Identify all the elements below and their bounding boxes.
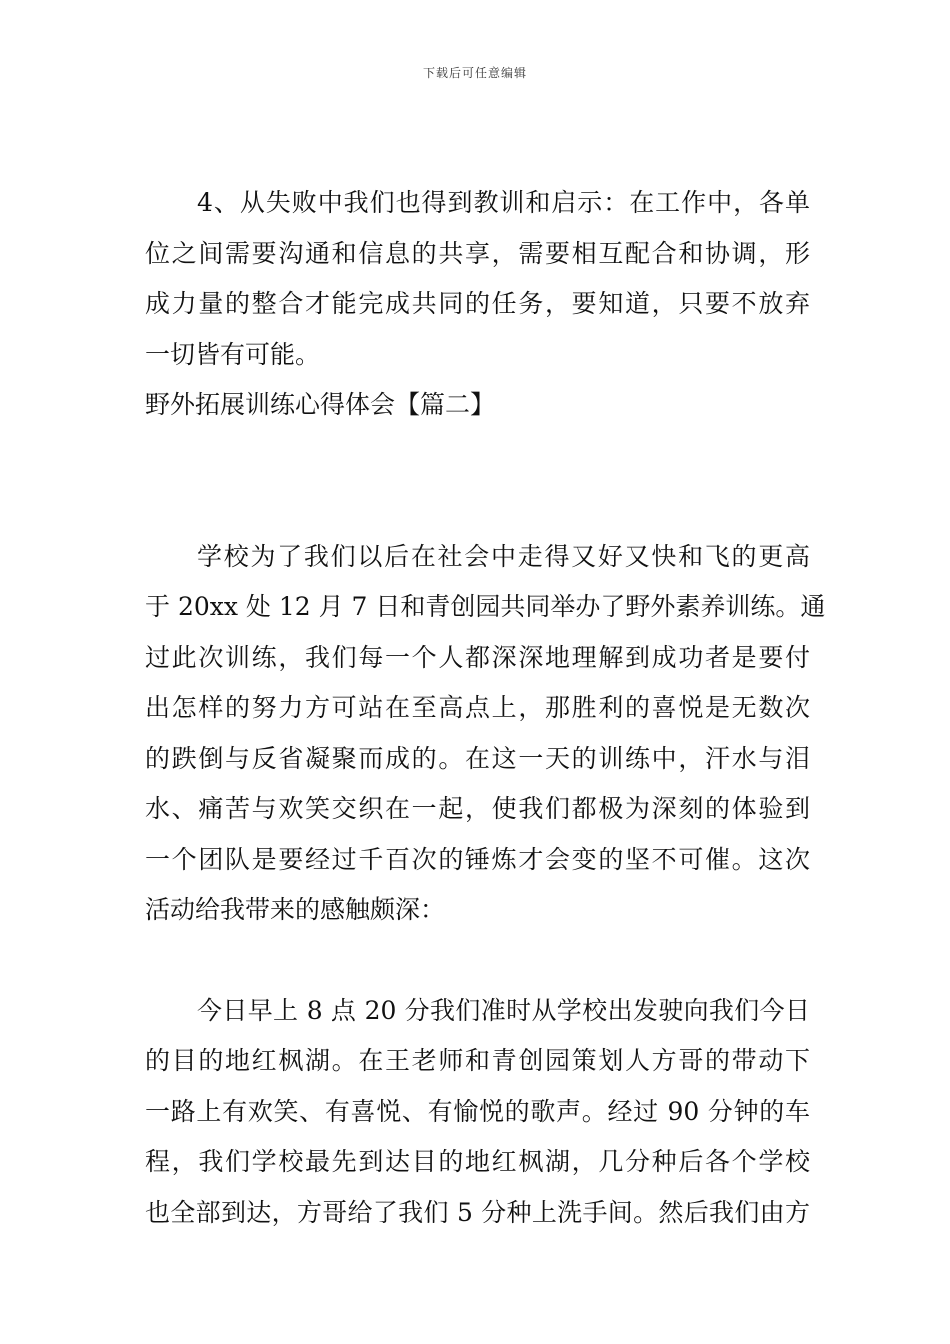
spacer	[145, 936, 810, 986]
paragraph-journey	[145, 986, 810, 1239]
paragraph-lessons	[145, 178, 810, 380]
spacer	[145, 431, 810, 532]
text-line: 学校为了我们以后在社会中走得又好又快和飞的更高	[197, 541, 810, 571]
text-line: 一切皆有可能。	[145, 339, 321, 369]
text-line: 的跌倒与反省凝聚而成的。在这一天的训练中，汗水与泪	[145, 743, 810, 773]
text-line: 的目的地红枫湖。在王老师和青创园策划人方哥的带动下	[145, 1046, 810, 1075]
text-line: 一个团队是要经过千百次的锤炼才会变的坚不可催。这次	[145, 844, 810, 874]
text-line: 出怎样的努力方可站在至高点上，那胜利的喜悦是无数次	[145, 693, 810, 722]
text-line: 位之间需要沟通和信息的共享，需要相互配合和协调，形	[145, 238, 810, 268]
text-line: 程，我们学校最先到达目的地红枫湖，几分种后各个学校	[145, 1147, 810, 1176]
text-line: 今日早上 8 点 20 分我们准时从学校出发驶向我们今日	[197, 995, 810, 1025]
text-line: 成力量的整合才能完成共同的任务，要知道，只要不放弃	[145, 289, 810, 318]
document-body	[145, 178, 826, 1238]
text-line: 于 20xx 处 12 月 7 日和青创园共同举办了野外素养训练。通	[145, 592, 826, 621]
text-line: 4、从失败中我们也得到教训和启示：在工作中，各单	[197, 188, 810, 217]
text-line: 水、痛苦与欢笑交织在一起，使我们都极为深刻的体验到	[145, 794, 810, 823]
text-line: 也全部到达，方哥给了我们 5 分种上洗手间。然后我们由方	[145, 1197, 810, 1227]
paragraph-intro	[145, 532, 826, 936]
text-line: 过此次训练，我们每一个人都深深地理解到成功者是要付	[145, 642, 810, 672]
section-title: 野外拓展训练心得体会【篇二】	[145, 390, 496, 419]
text-line: 活动给我带来的感触颇深：	[145, 895, 446, 924]
page-header: 下载后可任意编辑	[422, 66, 527, 80]
text-line: 一路上有欢笑、有喜悦、有愉悦的歌声。经过 90 分钟的车	[145, 1096, 810, 1126]
